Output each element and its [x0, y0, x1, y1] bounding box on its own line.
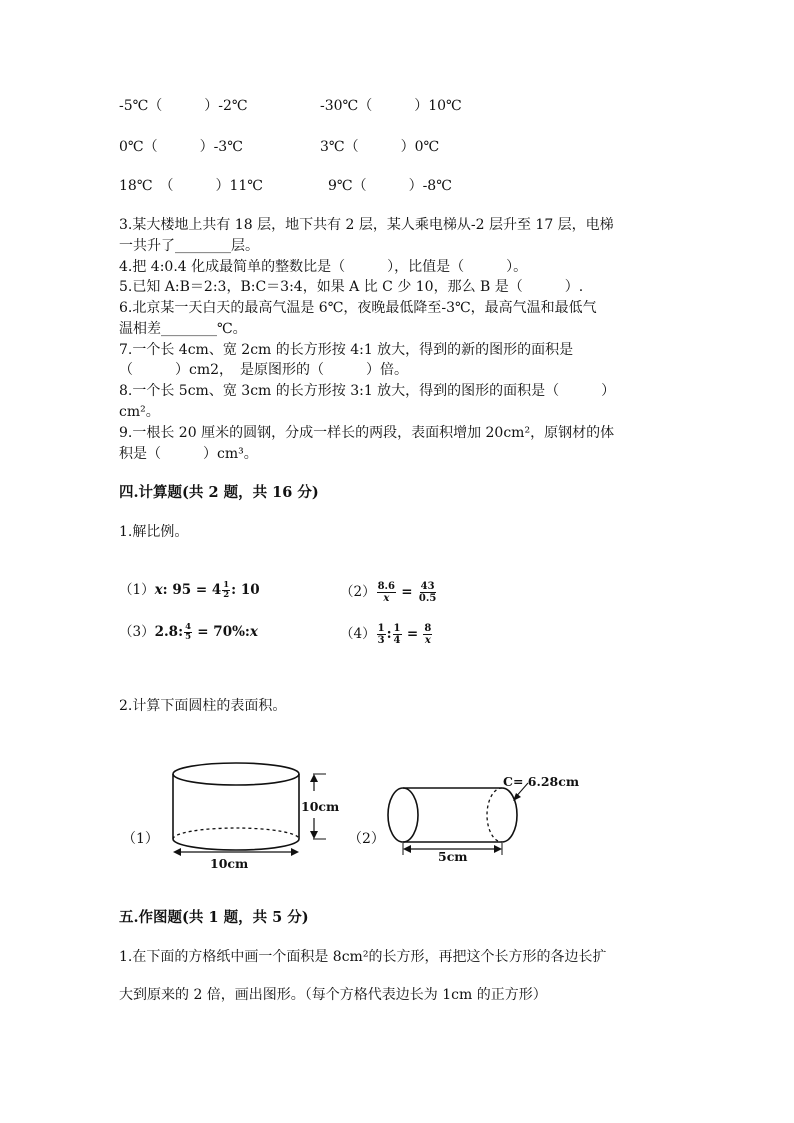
section-5-question-1-line-1: 1.在下面的方格纸中画一个面积是 8cm²的长方形，再把这个长方形的各边长扩	[119, 949, 607, 965]
equation-1-mid: : 95 = 4	[162, 582, 222, 598]
equation-2-fraction-left	[377, 581, 396, 604]
equation-2-fraction-right	[418, 581, 437, 604]
equation-4-fraction-2	[393, 623, 402, 646]
equation-2-right-den: 0.5	[418, 593, 437, 604]
comparison-1-right: -30℃（ ）10℃	[320, 98, 462, 114]
comparison-1-left: -5℃（ ）-2℃	[119, 98, 248, 114]
question-8-line-1: 8.一个长 5cm、宽 3cm 的长方形按 3:1 放大，得到的图形的面积是（ ）	[119, 383, 616, 399]
equation-2-right-num: 43	[420, 581, 435, 592]
question-6-line-1: 6.北京某一天白天的最高气温是 6℃，夜晚最低降至-3℃，最高气温和最低气	[119, 300, 597, 316]
figure-1-label: （1）	[122, 831, 159, 847]
equation-2	[340, 581, 438, 604]
comparison-3-right: 9℃（ ）-8℃	[328, 178, 452, 194]
question-4: 4.把 4:0.4 化成最简单的整数比是（ ），比值是（ ）。	[119, 259, 528, 275]
equation-3-var: x	[249, 624, 258, 640]
equation-4	[340, 623, 433, 646]
comparison-2-right: 3℃（ ）0℃	[320, 139, 440, 155]
equation-2-equals: =	[401, 584, 413, 600]
equation-4-f3-num: 8	[424, 623, 432, 634]
equation-1-fraction-den: 2	[223, 590, 230, 600]
equation-4-label: （4）	[340, 626, 376, 642]
equation-4-f3-den: x	[424, 635, 431, 646]
question-9-line-1: 9.一根长 20 厘米的圆钢，分成一样长的两段，表面积增加 20cm²，原钢材的体	[119, 425, 615, 441]
equation-4-f2-den: 4	[393, 635, 401, 646]
comparison-2-left: 0℃（ ）-3℃	[119, 139, 243, 155]
question-3-line-2: 一共升了________层。	[119, 238, 259, 254]
equation-2-left-num: 8.6	[377, 581, 395, 592]
equation-1-fraction-num: 1	[223, 580, 230, 590]
question-8-line-2: cm²。	[119, 404, 160, 420]
question-6-line-2: 温相差________℃。	[119, 321, 247, 337]
equation-3-fraction-den: 5	[185, 632, 191, 642]
equation-4-fraction-3	[423, 623, 432, 646]
equation-1-end: : 10	[231, 582, 260, 598]
equation-1	[119, 581, 260, 600]
question-7-line-2: （ ）cm2， 是原图形的（ ）倍。	[119, 362, 409, 378]
equation-2-label: （2）	[340, 584, 376, 600]
question-3-line-1: 3.某大楼地上共有 18 层，地下共有 2 层，某人乘电梯从-2 层升至 17 层，电梯	[119, 217, 614, 233]
equation-4-equals: =	[406, 626, 419, 642]
equation-2-left-den: x	[383, 593, 390, 604]
figure-1-diameter-label: 10cm	[210, 856, 249, 871]
equation-1-var: x	[154, 582, 163, 598]
equation-3-mid: = 70%:	[197, 624, 250, 640]
figure-2-circumference-label: C= 6.28cm	[503, 774, 580, 789]
figure-2-length-label: 5cm	[438, 849, 468, 864]
question-7-line-1: 7.一个长 4cm、宽 2cm 的长方形按 4:1 放大，得到的新的图形的面积是	[119, 342, 574, 358]
equation-3-fraction-num: 4	[185, 622, 191, 632]
equation-1-label: （1）	[119, 582, 155, 598]
figure-1-height-label: 10cm	[301, 799, 340, 814]
equation-4-f1-den: 3	[377, 635, 385, 646]
section-5-question-1-line-2: 大到原来的 2 倍，画出图形。（每个方格代表边长为 1cm 的正方形）	[119, 987, 547, 1003]
equation-3-fraction	[184, 623, 192, 642]
figure-2-label: （2）	[348, 831, 385, 847]
equation-4-fraction-1	[377, 623, 386, 646]
question-9-line-2: 积是（ ）cm³。	[119, 446, 258, 462]
question-5: 5.已知 A:B＝2:3，B:C＝3:4，如果 A 比 C 少 10，那么 B 是（ ）.	[119, 279, 584, 295]
section-4-question-2: 2.计算下面圆柱的表面积。	[119, 698, 287, 714]
equation-3-label: （3）	[119, 624, 155, 640]
comparison-3-left: 18℃ （ ）11℃	[119, 178, 263, 194]
equation-4-f2-num: 1	[393, 623, 401, 634]
equation-4-f1-num: 1	[377, 623, 385, 634]
equation-3-start: 2.8:	[154, 624, 184, 640]
section-5-title: 五.作图题(共 1 题，共 5 分)	[119, 909, 309, 926]
section-4-question-1: 1.解比例。	[119, 524, 189, 540]
equation-3	[119, 623, 258, 642]
equation-1-fraction	[222, 581, 230, 600]
section-4-title: 四.计算题(共 2 题，共 16 分)	[119, 484, 319, 501]
equation-4-colon: :	[386, 626, 392, 642]
